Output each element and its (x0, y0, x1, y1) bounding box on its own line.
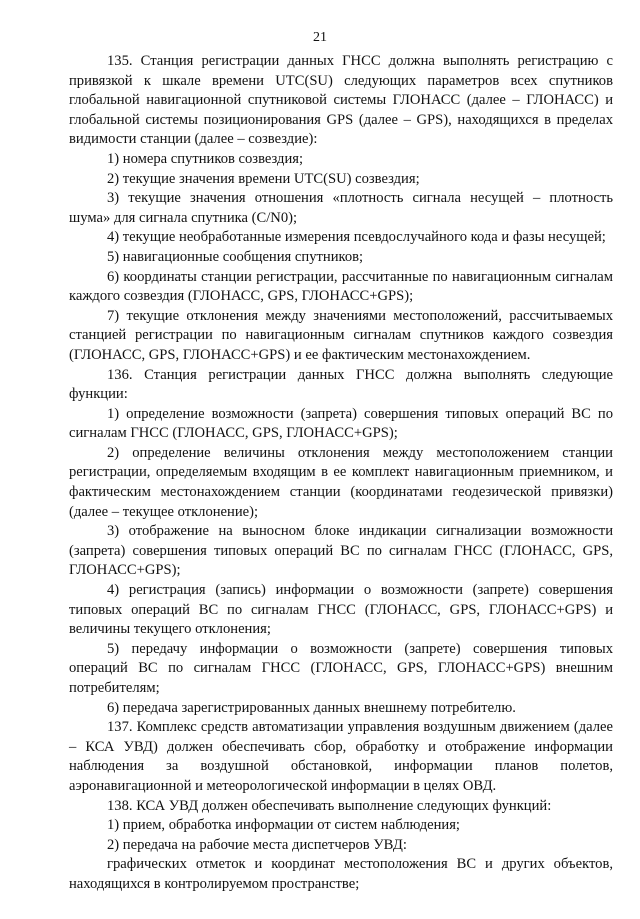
list-item: 4) текущие необработанные измерения псевдослучайного кода и фазы несущей; (107, 229, 606, 246)
list-item: 3) текущие значения отношения «плотность сигнала несущей – плотность шума» для сигнала спутника (C/N0); (69, 190, 613, 226)
list-item: 2) текущие значения времени UTC(SU) созвездия; (107, 170, 420, 187)
list-item: 2) передача на рабочие места диспетчеров УВД: (107, 836, 407, 853)
list-item: 4) регистрация (запись) информации о возможности (запрете) совершения типовых операций ВС по сигналам ГНСС (ГЛОНАСС, GPS, ГЛОНАСС+GPS) и величины текущего отклонения; (69, 582, 613, 638)
list-item: 6) координаты станции регистрации, рассчитанные по навигационным сигналам каждого созвездия (ГЛОНАСС, GPS, ГЛОНАСС+GPS); (69, 268, 613, 305)
list-item: 5) передачу информации о возможности (запрете) совершения типовых операций ВС по сигналам ГНСС (ГЛОНАСС, GPS, ГЛОНАСС+GPS) внешним потребителям; (69, 640, 613, 696)
list-item: 1) номера спутников созвездия; (107, 150, 304, 167)
list-item: 6) передача зарегистрированных данных внешнему потребителю. (107, 699, 516, 716)
list-item: 1) прием, обработка информации от систем наблюдения; (107, 817, 460, 834)
list-item: графических отметок и координат местоположения ВС и других объектов, находящихся в контролируемом пространстве; (69, 856, 613, 892)
paragraph-137: 137. Комплекс средств автоматизации управления воздушным движением (далее – КСА УВД) должен обеспечивать сбор, обработку и отображение информации наблюдения за воздушной обстановкой, информации планов полетов, аэронавигационной и метеорологической информации в целях ОВД. (69, 719, 613, 794)
paragraph-135: 135. Станция регистрации данных ГНСС должна выполнять регистрацию с привязкой к шкале времени UTC(SU) следующих параметров всех спутников глобальной навигационной спутниковой системы ГЛОНАСС (далее – ГЛОНАСС) и глобальной системы позиционирования GPS (далее – GPS), находящихся в пределах видимости станции (далее – созвездие): (69, 53, 613, 148)
list-item: 3) отображение на выносном блоке индикации сигнализации возможности (запрета) совершения типовых операций ВС по сигналам ГНСС (ГЛОНАСС, GPS, ГЛОНАСС+GPS); (69, 523, 613, 579)
list-item: 5) навигационные сообщения спутников; (107, 248, 364, 265)
list-item: 7) текущие отклонения между значениями местоположений, рассчитываемых станцией регистрации по навигационным сигналам спутников каждого созвездия (ГЛОНАСС, GPS, ГЛОНАСС+GPS) и ее фактическим местонахождением. (69, 307, 613, 363)
page-number: 21 (313, 30, 327, 45)
list-item: 2) определение величины отклонения между местоположением станции регистрации, определяемым входящим в ее комплект навигационным приемником, и фактическим местонахождением станции (координатами геодезической привязки) (далее – текущее отклонение); (69, 444, 613, 520)
document-body (69, 52, 613, 895)
paragraph-136: 136. Станция регистрации данных ГНСС должна выполнять следующие функции: (69, 366, 613, 403)
list-item: 1) определение возможности (запрета) совершения типовых операций ВС по сигналам ГНСС (ГЛОНАСС, GPS, ГЛОНАСС+GPS); (69, 405, 613, 442)
paragraph-138: 138. КСА УВД должен обеспечивать выполнение следующих функций: (107, 797, 552, 814)
